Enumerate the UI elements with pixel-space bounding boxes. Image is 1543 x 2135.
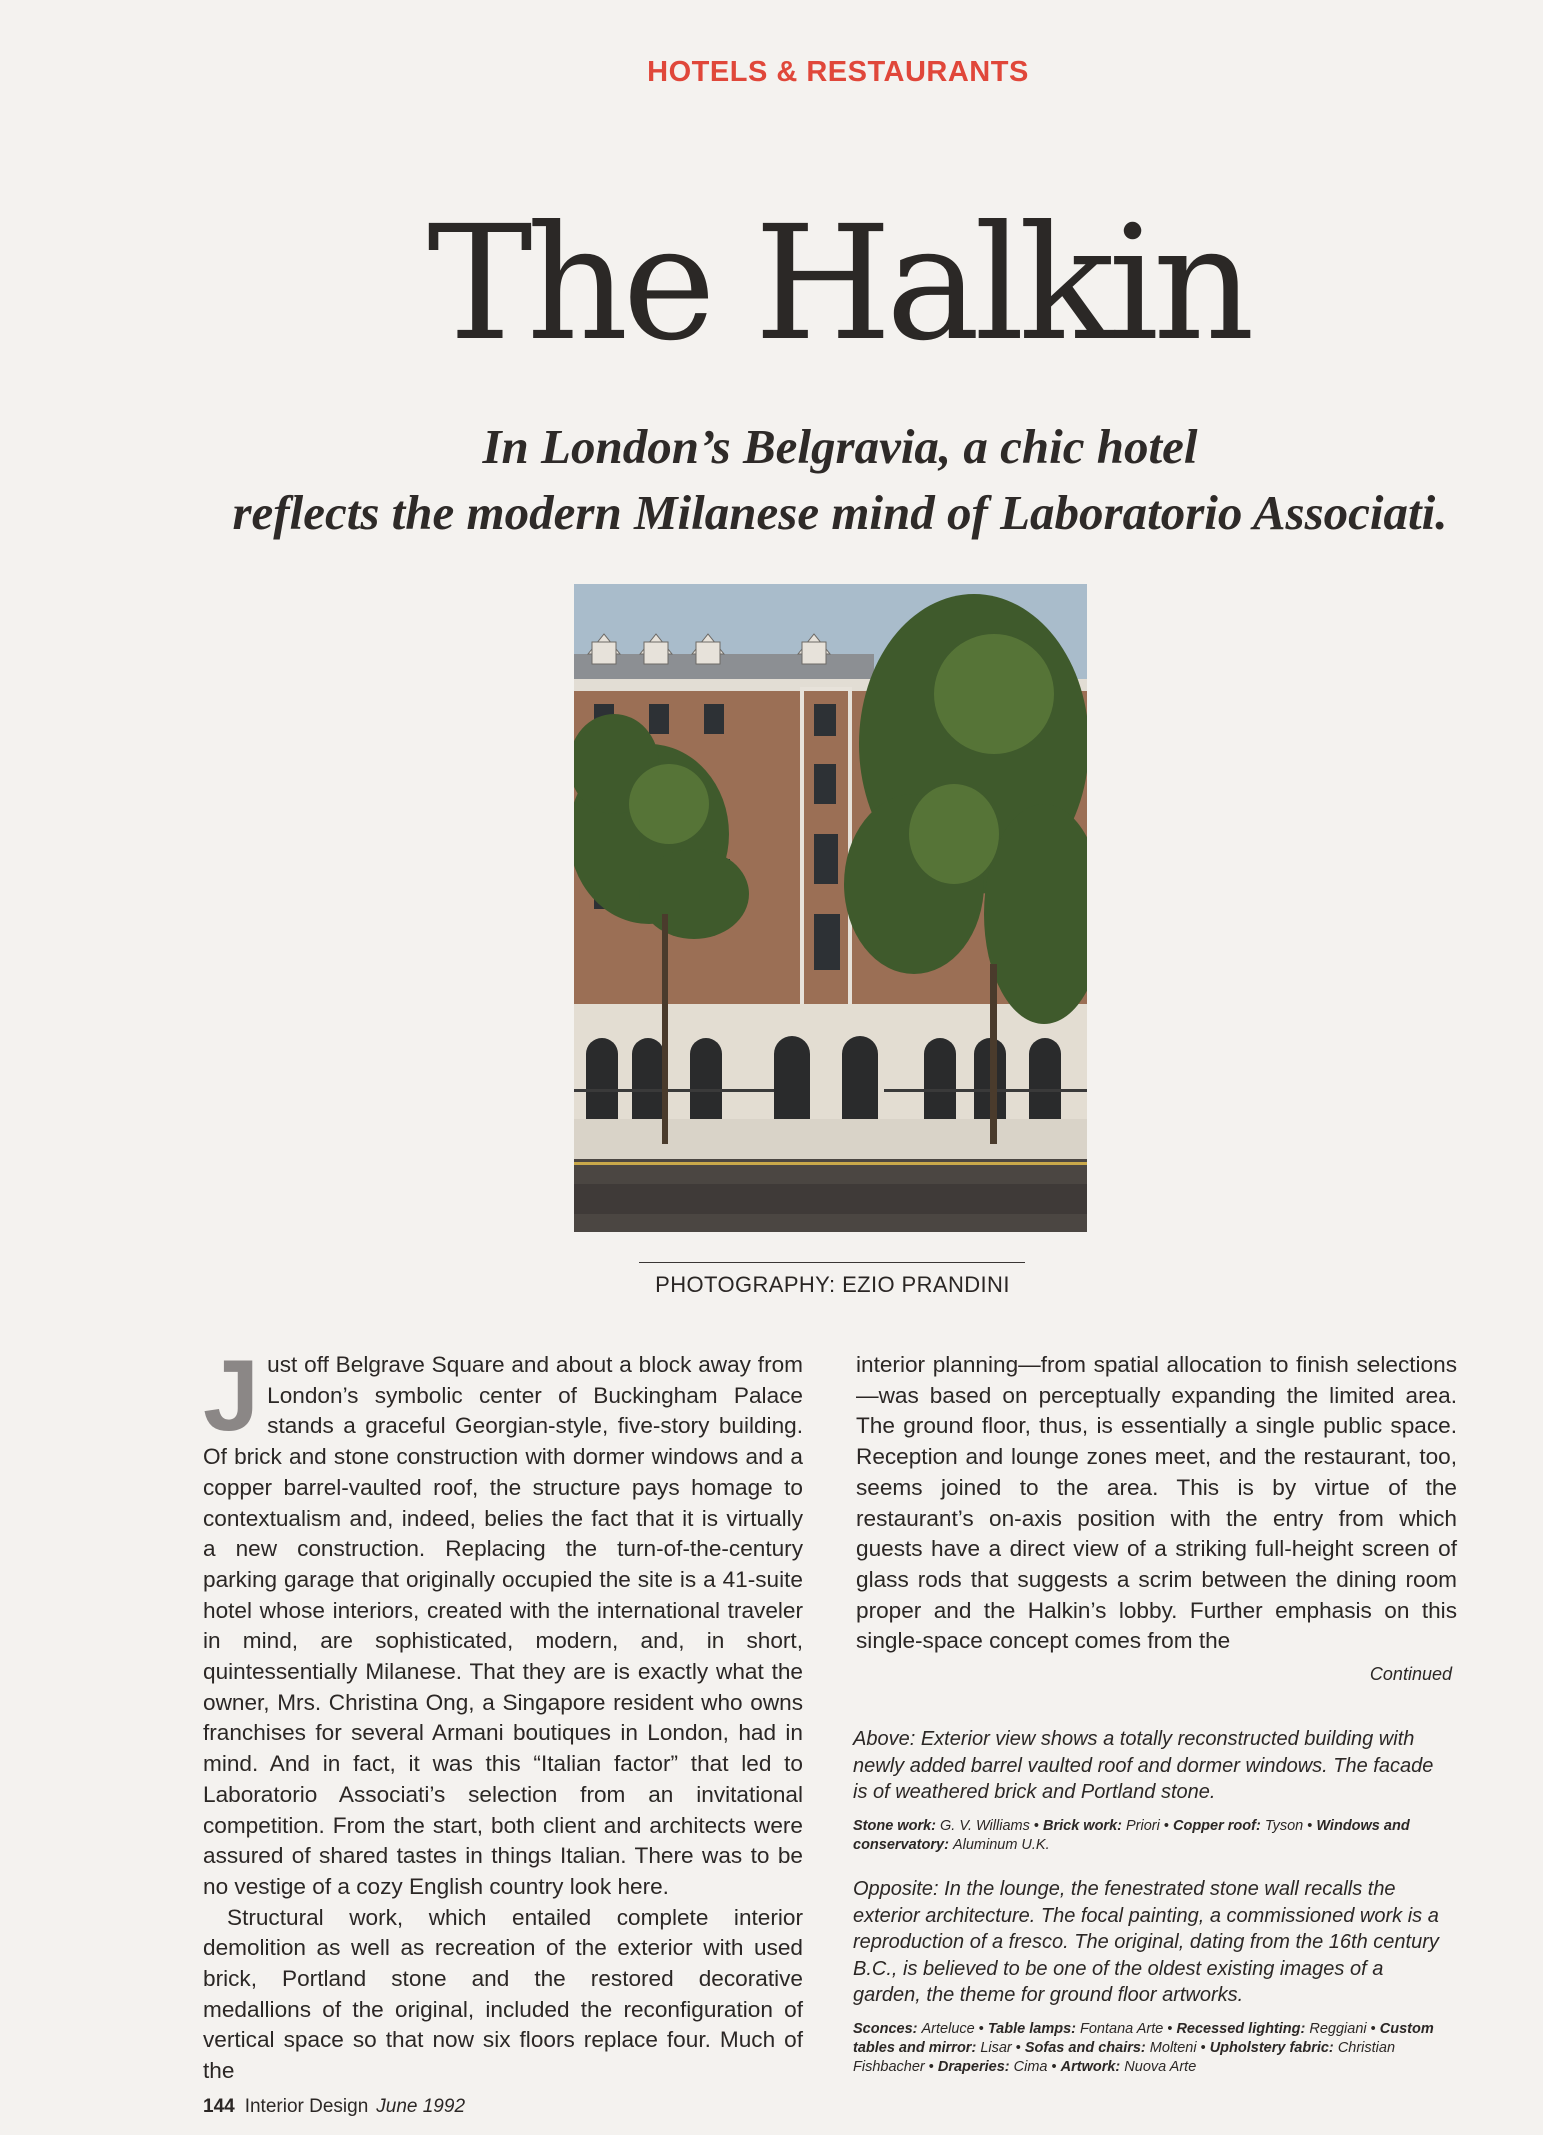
issue-date: June 1992 — [376, 2096, 466, 2117]
credit-label: Sconces: — [853, 2021, 918, 2037]
credit-value: Reggiani — [1309, 2021, 1367, 2037]
subtitle-line-2: reflects the modern Milanese mind of Laboratorio Associati. — [232, 485, 1448, 540]
credit-value: G. V. Williams — [940, 1818, 1030, 1834]
page-number: 144 — [203, 2096, 235, 2117]
credit-label: Draperies: — [937, 2059, 1010, 2075]
caption-above: Above: Exterior view shows a totally reconstructed building with newly added barrel vaulted roof and dormer windows. The facade is of weathered brick and Portland stone. — [853, 1728, 1434, 1803]
credit-value: Aluminum U.K. — [952, 1837, 1050, 1853]
section-label: HOTELS & RESTAURANTS — [647, 56, 1029, 88]
photo-credit: PHOTOGRAPHY: EZIO PRANDINI — [655, 1272, 1010, 1297]
hotel-exterior-illustration — [574, 584, 1087, 1232]
credit-label: Brick work: — [1042, 1818, 1122, 1834]
subtitle-line-1: In London’s Belgravia, a chic hotel — [482, 419, 1198, 474]
article-title: The Halkin — [427, 192, 1249, 376]
credit-label: Artwork: — [1060, 2059, 1121, 2075]
credit-label: Sofas and chairs: — [1024, 2040, 1146, 2056]
credit-value: Tyson — [1264, 1818, 1304, 1834]
article-paragraph: Structural work, which entailed complete interior demolition as well as recreation of the exterior with used brick, Portland stone and the restored decorative medallions of the original, included the reconfiguration of vertical space so that now six floors replace four. Much of the — [203, 1904, 803, 2084]
credit-label: Custom tables and mirror: — [853, 2021, 1434, 2056]
credit-value: Priori — [1126, 1818, 1160, 1834]
article-paragraph — [203, 1340, 803, 1903]
continued-label: Continued — [1369, 1664, 1452, 1684]
credit-value: Arteluce — [921, 2021, 975, 2037]
article-column-right — [856, 1350, 1457, 1657]
credit-value: Fontana Arte — [1080, 2021, 1164, 2037]
caption-opposite: Opposite: In the lounge, the fenestrated stone wall recalls the exterior architecture. The focal painting, a commissioned work is a reproduction of a fresco. The original, dating from the 16th century B.C., is believed to be one of the oldest existing images of a garden, the theme for ground floor artworks. — [853, 1878, 1439, 2006]
credit-label: Windows and conservatory: — [853, 1818, 1410, 1853]
article-paragraph: interior planning—from spatial allocation to finish selections—was based on perceptually expanding the limited area. The ground floor, thus, is essentially a single public space. Reception and lounge zones meet, and the restaurant, too, seems joined to the area. This is by virtue of the restaurant’s on-axis position with the entry from which guests have a direct view of a striking full-height screen of glass rods that suggests a scrim between the dining room proper and the Halkin’s lobby. Further emphasis on this single-space concept comes from the — [856, 1352, 1457, 1654]
article-column-left — [203, 1340, 803, 2087]
drop-cap: J — [203, 1340, 260, 1452]
hotel-exterior-photo — [574, 584, 1087, 1232]
credit-label: Stone work: — [853, 1818, 936, 1834]
credit-label: Upholstery fabric: — [1209, 2040, 1334, 2056]
credit-label: Recessed lighting: — [1176, 2021, 1306, 2037]
page-footer — [203, 2096, 465, 2118]
publication-name: Interior Design — [244, 2096, 369, 2117]
credit-value: Cima — [1013, 2059, 1048, 2075]
caption-opposite-credits: Sconces: Arteluce • Table lamps: Fontana Arte • Recessed lighting: Reggiani • Custom tables and mirror: Lisar • Sofas and chairs: Molteni • Upholstery fabric: Christian Fishbacher • Draperies: Cima • Artwork: Nuova Arte — [853, 2021, 1434, 2075]
credit-value: Lisar — [980, 2040, 1012, 2056]
credit-value: Molteni — [1149, 2040, 1197, 2056]
article-subtitle — [150, 414, 1530, 546]
caption-above-credits: Stone work: G. V. Williams • Brick work: Priori • Copper roof: Tyson • Windows and conservatory: Aluminum U.K. — [853, 1818, 1410, 1853]
credit-value: Nuova Arte — [1124, 2059, 1197, 2075]
paragraph-text: ust off Belgrave Square and about a block away from London’s symbolic center of Buckingham Palace stands a graceful Georgian-style, five-story building. Of brick and stone construction with dormer windows and a copper barrel-vaulted roof, the structure pays homage to contextualism and, indeed, belies the fact that it is virtually a new construction. Replacing the turn-of-the-century parking garage that originally occupied the site is a 41-suite hotel whose interiors, created with the international traveler in mind, are sophisticated, modern, and, in short, quintessentially Milanese. That they are is exactly what the owner, Mrs. Christina Ong, a Singapore resident who owns franchises for several Armani boutiques in London, had in mind. And in fact, it was this “Italian factor” that led to Laboratorio Associati’s selection from an invitational competition. From the start, both client and architects were assured of shared tastes in things Italian. There was to be no vestige of a cozy English country look here. — [203, 1352, 803, 1899]
credit-label: Table lamps: — [987, 2021, 1076, 2037]
credit-value: Christian Fishbacher — [853, 2040, 1396, 2075]
credit-rule — [639, 1262, 1025, 1263]
credit-label: Copper roof: — [1172, 1818, 1261, 1834]
